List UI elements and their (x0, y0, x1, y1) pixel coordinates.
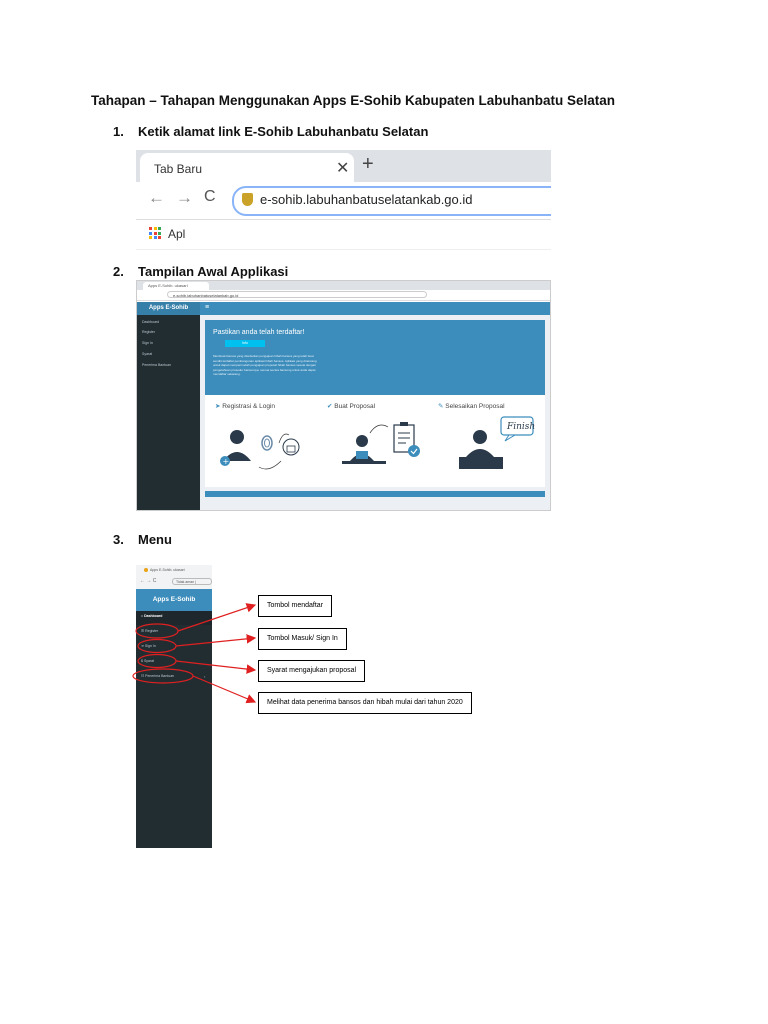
menu-preview-nav-icons: ← → C (140, 578, 157, 584)
process-step-3-label: Selesaikan Proposal (445, 403, 505, 410)
home-icon: ⌂ (141, 614, 144, 618)
step-2-title: Tampilan Awal Applikasi (138, 264, 289, 279)
dollar-icon: $ (141, 659, 143, 663)
hero-text: Membuat bansos yang disebutkan pengajuan hibah bansos yang telah buat sendiri terdaftar pembangunan aplikasi hibah bansos. Aplikasi yang dirancang untuk dapat mempermudah pengajuan proposal hibah bansos sesuai dengan pengetahuan prosedur bansosnya, semua secara bansong untuk anda dapat mendaftar sekarang. (213, 354, 317, 376)
users-icon: ☷ (141, 674, 145, 678)
finish-text: Finish (507, 422, 536, 432)
browser-tab-label: Tab Baru (154, 162, 203, 176)
menu-item-syarat: $ Syarat (141, 659, 155, 663)
preview-menu-signin: Sign In (142, 341, 153, 345)
step-1-number: 1. (113, 124, 124, 139)
annotation-signin: Tombol Masuk/ Sign In (258, 628, 347, 650)
process-step-2-label: Buat Proposal (334, 403, 376, 410)
preview-menu-syarat: Syarat (142, 352, 153, 356)
annotation-syarat: Syarat mengajukan proposal (258, 660, 365, 682)
menu-item-signin: ➜ Sign In (141, 644, 156, 648)
preview-url: e-sohib.labuhanbatuselatankab.go.id (167, 291, 427, 298)
step-1-title: Ketik alamat link E-Sohib Labuhanbatu Selatan (138, 124, 429, 139)
highlight-register (136, 624, 178, 638)
menu-item-dashboard: ⌂ Dashboard (141, 614, 163, 618)
document-title: Tahapan – Tahapan Menggunakan Apps E-Sohib Kabupaten Labuhanbatu Selatan (91, 93, 616, 108)
hero-info-button: Info (225, 340, 265, 347)
svg-text:+: + (222, 457, 230, 466)
hero-title: Pastikan anda telah terdaftar! (213, 329, 305, 336)
reload-icon[interactable]: C (204, 188, 216, 205)
arrow-penerima (193, 676, 255, 702)
send-icon: ➤ (215, 403, 221, 410)
preview-menu-register: Register (142, 330, 156, 334)
address-url[interactable]: e-sohib.labuhanbatuselatankab.go.id (260, 192, 473, 207)
step-2-number: 2. (113, 264, 124, 279)
check-icon: ✔ (327, 403, 333, 410)
annotation-penerima: Melihat data penerima bansos dan hibah mulai dari tahun 2020 (258, 692, 472, 714)
menu-preview-brand: Apps E-Sohib (136, 589, 212, 611)
preview-menu-dashboard: Dashboard (142, 320, 160, 324)
annotation-register: Tombol mendaftar (258, 595, 332, 617)
preview-menu-penerima: Penerima Bantuan (142, 363, 171, 367)
process-step-1-label: Registrasi & Login (222, 403, 276, 410)
forward-icon[interactable]: → (176, 188, 193, 207)
menu-preview-url: Tidak aman | (172, 578, 212, 585)
step-3-title: Menu (138, 532, 172, 547)
back-icon[interactable]: ← (148, 188, 165, 207)
menu-item-register: ☰ Register (141, 629, 159, 633)
menu-preview-tab: Apps E-Sohib. ukasari (150, 568, 185, 572)
chevron-left-icon: ‹ (204, 674, 206, 679)
preview-brand: Apps E-Sohib (137, 302, 200, 315)
highlight-signin (138, 640, 176, 653)
bookmark-apps-label[interactable]: Apl (168, 227, 186, 241)
arrow-signin (176, 638, 255, 646)
hamburger-icon: ≡ (205, 304, 210, 311)
preview-tab: Apps E-Sohib. ukasari (143, 282, 209, 290)
new-tab-icon[interactable]: + (362, 153, 374, 175)
highlight-penerima (133, 669, 193, 683)
step-3-number: 3. (113, 532, 124, 547)
pencil-icon: ✎ (438, 403, 444, 410)
highlight-syarat (138, 655, 176, 668)
close-icon[interactable]: ✕ (336, 160, 350, 177)
arrow-syarat (176, 661, 255, 670)
signin-icon: ➜ (141, 644, 144, 648)
arrow-register (178, 605, 255, 631)
menu-item-penerima: ☷ Penerima Bantuan (141, 674, 175, 678)
list-icon: ☰ (141, 629, 145, 633)
